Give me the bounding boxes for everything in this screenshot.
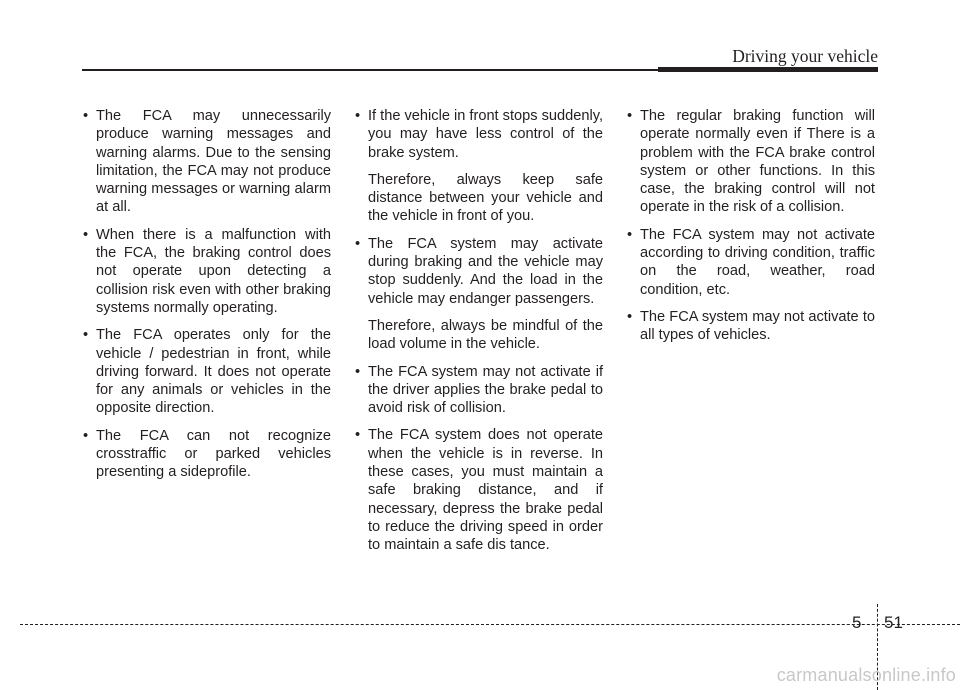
bullet-text: The FCA system may not activate to all types of vehicles. — [640, 308, 875, 344]
bullet-item — [354, 426, 603, 554]
footer-rule — [20, 624, 960, 625]
bullet-glyph: • — [83, 226, 89, 243]
bullet-glyph: • — [355, 108, 361, 124]
bullet-item — [354, 107, 603, 162]
bullet-item — [626, 107, 875, 217]
bullet-text: The FCA operates only for the vehicle / pedestrian in front, while driving forward. It does not operate for any animals or vehicles in the opposite direction. — [96, 327, 331, 417]
paragraph: Therefore, always keep safe distance between your vehicle and the vehicle in front of you. — [368, 171, 603, 225]
bullet-glyph: • — [627, 226, 633, 243]
bullet-text: The FCA can not recognize crosstraffic or parked vehicles presenting a sideprofile. — [96, 427, 331, 481]
bullet-text: The FCA system does not operate when the vehicle is in reverse. In these cases, you must maintain a safe braking distance, and if necessary, depress the brake pedal to reduce the driving speed in order to maintain a safe dis tance. — [368, 427, 603, 554]
column-2 — [354, 107, 603, 564]
watermark[interactable]: carmanualsonline.info — [776, 665, 956, 685]
bullet-glyph: • — [355, 235, 361, 252]
bullet-text: The FCA system may not activate if the driver applies the brake pedal to avoid risk of collision. — [368, 363, 603, 417]
page-number: 51 — [884, 613, 903, 632]
bullet-item — [82, 226, 331, 317]
header-rule-accent — [658, 67, 878, 72]
bullet-text: The FCA may unnecessarily produce warning messages and warning alarms. Due to the sensing limitation, the FCA may not produce warning messages or warning alarm at all. — [96, 108, 331, 216]
column-1 — [82, 107, 331, 491]
bullet-text: If the vehicle in front stops suddenly, you may have less control of the brake system. — [368, 108, 603, 161]
bullet-item — [82, 107, 331, 217]
bullet-text: When there is a malfunction with the FCA, the braking control does not operate upon detecting a collision risk even with other braking systems normally operating. — [96, 226, 331, 316]
bullet-text: The FCA system may not activate according to driving condition, traffic on the road, weather, road condition, etc. — [640, 226, 875, 298]
bullet-item — [354, 363, 603, 418]
bullet-glyph: • — [83, 108, 89, 124]
bullet-item — [82, 427, 331, 482]
bullet-item — [626, 226, 875, 299]
bullet-item — [626, 308, 875, 345]
bullet-glyph: • — [83, 427, 89, 444]
bullet-glyph: • — [355, 427, 361, 444]
column-3 — [626, 107, 875, 354]
section-title: Driving your vehicle — [732, 46, 878, 66]
chapter-number: 5 — [852, 613, 862, 632]
bullet-glyph: • — [83, 327, 89, 344]
bullet-glyph: • — [627, 108, 633, 124]
paragraph: Therefore, always be mindful of the load volume in the vehicle. — [368, 317, 603, 353]
bullet-glyph: • — [627, 308, 633, 325]
bullet-text: The FCA system may activate during braking and the vehicle may stop suddenly. And the load in the vehicle may endanger passengers. — [368, 235, 603, 307]
bullet-item — [82, 326, 331, 417]
bullet-text: The regular braking function will operate normally even if There is a problem with the FCA brake control system or other functions. In this case, the braking control will not operate in the risk of a collision. — [640, 108, 875, 216]
bullet-item — [354, 235, 603, 308]
bullet-glyph: • — [355, 363, 361, 380]
